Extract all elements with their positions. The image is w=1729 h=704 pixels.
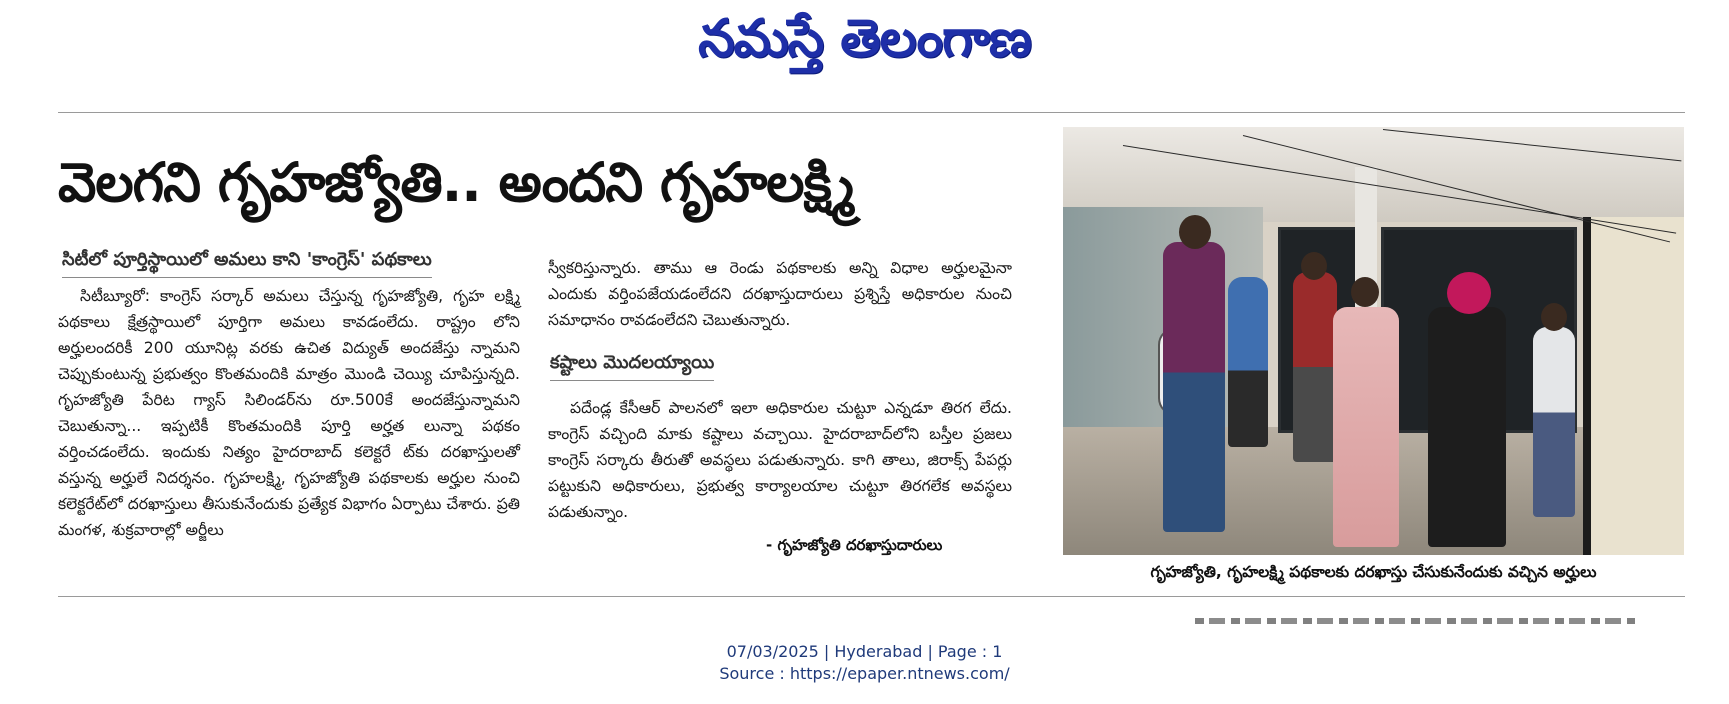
photo-person — [1163, 242, 1225, 532]
footer-date-line: 07/03/2025 | Hyderabad | Page : 1 — [726, 642, 1003, 661]
photo-person — [1428, 307, 1506, 547]
photo-person-head — [1301, 252, 1327, 280]
photo-person — [1333, 307, 1399, 547]
article-column-2-quote: పదేండ్ల కేసీఆర్ పాలనలో ఇలా అధికారుల చుట్టూ ఎన్నడూ తిరగ లేదు. కాంగ్రెస్ వచ్చింది మాకు కష్టాలు వచ్చాయి. హైదరాబాద్‌లోని బస్తీల ప్రజలు కాంగ్రెస్ సర్కారు తీరుతో అవస్థలు పడుతున్నారు. కాగి తాలు, జిరాక్స్ పేపర్లు పట్టుకుని అధికారులు, ప్రభుత్వ కార్యాలయాల చుట్టూ తిరగలేక అవస్థలు పడుతున్నాం. — [548, 399, 1012, 521]
article-subhead: సిటీలో పూర్తిస్థాయిలో అమలు కాని 'కాంగ్రెస్' పథకాలు — [62, 249, 432, 278]
article-column-2-subhead: కష్టాలు మొదలయ్యాయి — [550, 352, 714, 381]
footer-source-line: Source : https://epaper.ntnews.com/ — [719, 664, 1010, 683]
article-headline: వెలగని గృహజ్యోతి.. అందని గృహలక్ష్మి — [58, 151, 854, 214]
article-column-2-continued: స్వీకరిస్తున్నారు. తాము ఆ రెండు పథకాలకు అన్ని విధాల అర్హులమైనా ఎందుకు వర్తింపజేయడంలేదని దరఖాస్తుదారులు ప్రశ్నిస్తే అధికారుల నుంచి సమాధానం రావడంలేదని చెబుతున్నారు. — [548, 259, 1012, 329]
photo-door — [1583, 217, 1684, 555]
newspaper-masthead: నమస్తే తెలంగాణ — [698, 9, 1031, 69]
photo-person — [1533, 327, 1575, 517]
article-photo — [1063, 127, 1684, 555]
top-divider — [58, 112, 1685, 113]
photo-caption: గృహజ్యోతి, గృహలక్ష్మి పథకాలకు దరఖాస్తు చేసుకునేందుకు వచ్చిన అర్హులు — [1150, 563, 1597, 581]
photo-person — [1228, 277, 1268, 447]
article-column-1: సిటీబ్యూరో: కాంగ్రెస్ సర్కార్ అమలు చేస్తున్న గృహజ్యోతి, గృహ లక్ష్మి పథకాలు క్షేత్రస్థాయిలో పూర్తిగా అమలు కావడంలేదు. రాష్ట్రం లోని అర్హులందరికీ 200 యూనిట్ల వరకు ఉచిత విద్యుత్ అందజేస్తు న్నామని చెప్పుకుంటున్న ప్రభుత్వం కొంతమందికి మాత్రం మొండి చెయ్యి చూపిస్తున్నది. గృహజ్యోతి పేరిట గ్యాస్ సిలిండర్‌ను రూ.500కే అందజేస్తున్నామని చెబుతున్నా... ఇప్పటికీ కొంతమందికి పూర్తి అర్హత లున్నా పథకం వర్తించడంలేదు. ఇందుకు నిత్యం హైదరాబాద్ కలెక్టరే ట్‌కు దరఖాస్తులతో వస్తున్న అర్హులే నిదర్శనం. గృహలక్ష్మి, గృహజ్యోతి పథకాలకు అర్హుల నుంచి కలెక్టరేట్‌లో దరఖాస్తులు తీసుకునేందుకు ప్రత్యేక విభాగం ఏర్పాటు చేశారు. ప్రతి మంగళ, శుక్రవారాల్లో అర్జీలు — [58, 287, 520, 539]
quote-attribution: - గృహజ్యోతి దరఖాస్తుదారులు — [766, 536, 943, 554]
cut-off-text-line — [1195, 614, 1635, 624]
photo-person-head — [1351, 277, 1379, 307]
photo-person-head — [1179, 215, 1211, 249]
photo-person-head — [1447, 272, 1491, 314]
bottom-divider — [58, 596, 1685, 597]
photo-person-head — [1541, 303, 1567, 331]
photo-person — [1293, 272, 1337, 462]
